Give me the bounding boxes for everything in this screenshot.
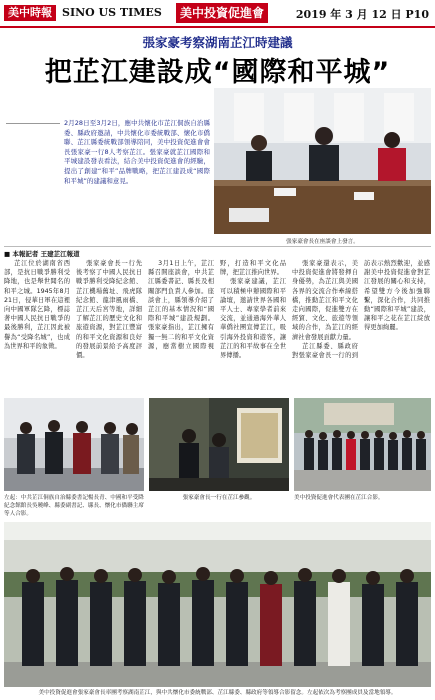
visit-photo-middle bbox=[149, 398, 289, 491]
article-paragraph: 張家豪會長一行先後考察了中國人民抗日戰爭勝利受降紀念館、芷江機場舊址、飛虎隊紀念館、龍津風雨橋、芷江天后宮等地，詳細了解芷江的歷史文化和旅遊資源，對芷江豐富的和平文化資源和良好的發展前景給予高度評價。 bbox=[76, 260, 142, 360]
middle-photo-caption: 張家豪會長一行在芷江參觀。 bbox=[182, 495, 256, 501]
article-paragraph: 芷江位於湖南省西部，是抗日戰爭勝利受降地，也是舉世聞名的和平之城。1945年8月21日，侵華日軍在這裡向中國軍隊乞降，標誌著中國人民抗日戰爭的最後勝利，芷江因此被譽為“受降名城”，也成為世界和平的象徵。 bbox=[4, 260, 70, 350]
subheadline: 張家豪考察湖南芷江時建議 bbox=[142, 35, 293, 50]
article-paragraph: 芷江縣委、縣政府對張家豪會長一行的到訪表示熱烈歡迎，並感謝美中投資促進會對芷江發展的關心和支持，希望雙方今後加強聯繫，深化合作，共同推動“國際和平城”建設，讓和平之花在芷江綻放得更加絢麗。 bbox=[292, 260, 430, 360]
divider bbox=[4, 246, 431, 247]
lead-paragraph: 2月28日至3月2日，應中共懷化市芷江侗族自治縣委、縣政府邀請，中共懷化市委統戰部、懷化市僑聯、芷江縣委統戰部領導陪同，美中投資促進會會長張家豪一行8人考察芷江。張家豪就芷江國際和平城建設發表看法，結合美中投資促進會的經驗，提出了創建“和平”品牌戰略，把芷江建設成“國際和平城”的建議和意見。 bbox=[64, 119, 210, 185]
masthead bbox=[0, 0, 435, 28]
bottom-group-photo bbox=[4, 522, 431, 687]
newspaper-english-name: SINO US TIMES bbox=[62, 6, 162, 19]
article-paragraph: 張家豪還表示，美中投資促進會將發揮自身優勢，為芷江與美國各界的交流合作牽線搭橋，推動芷江和平文化走向國際，促進雙方在經貿、文化、旅遊等領域的合作，為芷江的經濟社會發展貢獻力量。 bbox=[292, 260, 358, 341]
issue-date-page: 2019 年 3 月 12 日 P10 bbox=[295, 8, 429, 21]
section-tag: 美中投資促進會 bbox=[176, 3, 268, 23]
bottom-photo-caption: 美中投資促進會張家豪會長率團考察湖南芷江，與中共懷化市委統戰部、芷江縣委、縣政府等領導合影留念。左起依次為考察團成員及當地領導。 bbox=[38, 690, 397, 696]
lead-divider bbox=[6, 123, 60, 124]
byline: ■ 本報記者 王建芷江報道 bbox=[4, 250, 80, 258]
group-photo-left bbox=[4, 398, 144, 491]
article-paragraph: 3月1日上午，芷江縣召開座談會，中共芷江縣委書記、縣長及相關部門負責人參加。座談會上，縣領導介紹了芷江的基本情況和“國際和平城”建設規劃。張家豪指出，芷江擁有獨一無二的和平文化資源，應當樹立國際視野，打造和平文化品牌，把芷江推向世界。 bbox=[148, 260, 286, 350]
article-paragraph: 張家豪建議，芷江可以積極申辦國際和平論壇，邀請世界各國和平人士、專家學者前來交流，並通過海外華人華僑社團宣傳芷江，吸引海外投資和遊客，讓芷江的和平故事在全世界傳播。 bbox=[220, 278, 286, 360]
group-photo-right bbox=[294, 398, 431, 491]
meeting-photo-caption: 張家豪會長在座談會上發言。 bbox=[286, 239, 359, 245]
headline: 把芷江建設成“國際和平城” bbox=[44, 57, 391, 88]
meeting-photo bbox=[214, 88, 431, 234]
left-photo-caption: 左起：中共芷江侗族自治縣委書記楊長青、中國和平受降紀念館館長吳曉峰、縣委副書記、縣長、懷化市僑聯主席等人合影。 bbox=[4, 495, 144, 517]
right-photo-caption: 美中投資促進會代表團在芷江合影。 bbox=[294, 495, 384, 501]
newspaper-logo: 美中時報 bbox=[4, 5, 56, 21]
